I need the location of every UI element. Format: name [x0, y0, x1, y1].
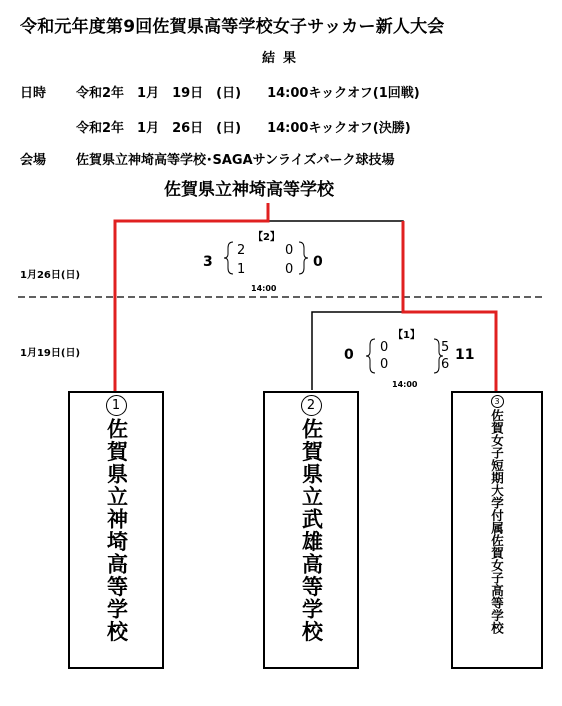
- team-number-2: 2: [301, 395, 322, 416]
- schedule-label: 日時: [20, 86, 47, 101]
- first-round-date: 1月19日(日): [20, 348, 81, 359]
- team-box-3: [451, 391, 543, 669]
- first-match-number: 【1】: [393, 330, 420, 341]
- first-right-half-2: 6: [441, 357, 450, 372]
- final-left-half-2: 1: [237, 262, 246, 277]
- final-right-half-2: 0: [285, 262, 294, 277]
- final-right-brace: [299, 242, 308, 274]
- schedule-line-1: 令和2年 1月 19日 (日) 14:00キックオフ(1回戦): [76, 86, 420, 101]
- venue-text: 佐賀県立神埼高等学校･SAGAサンライズパーク球技場: [76, 153, 395, 168]
- team-box-1: [68, 391, 164, 669]
- first-right-total: 11: [455, 347, 475, 363]
- first-right-half-1: 5: [441, 340, 450, 355]
- venue-label: 会場: [20, 153, 47, 168]
- final-left-brace: [224, 242, 233, 274]
- final-kickoff-time: 14:00: [251, 284, 277, 293]
- final-right-total: 0: [313, 254, 323, 270]
- first-bracket-left: [312, 312, 403, 390]
- champion-name: 佐賀県立神埼高等学校: [164, 180, 334, 200]
- first-kickoff-time: 14:00: [392, 380, 418, 389]
- final-match-number: 【2】: [253, 232, 280, 243]
- page-subtitle: 結果: [262, 51, 305, 66]
- team-name-1: 佐賀県立神埼高等学校: [104, 418, 129, 643]
- winner-path-final: [115, 203, 268, 393]
- final-left-total: 3: [203, 254, 213, 270]
- team-name-2: 佐賀県立武雄高等学校: [299, 418, 324, 643]
- first-left-total: 0: [344, 347, 354, 363]
- team-box-2: [263, 391, 359, 669]
- final-left-half-1: 2: [237, 243, 246, 258]
- final-right-half-1: 0: [285, 243, 294, 258]
- schedule-line-2: 令和2年 1月 26日 (日) 14:00キックオフ(決勝): [76, 121, 411, 136]
- team-number-1: 1: [106, 395, 127, 416]
- page-title: 令和元年度第9回佐賀県高等学校女子サッカー新人大会: [20, 17, 445, 37]
- first-left-half-2: 0: [380, 357, 389, 372]
- team-name-3: 佐賀女子短期大学付属佐賀女子高等学校: [489, 409, 505, 634]
- first-left-brace: [366, 339, 375, 373]
- first-left-half-1: 0: [380, 340, 389, 355]
- winner-path-first: [403, 221, 496, 393]
- final-date: 1月26日(日): [20, 270, 81, 281]
- team-number-3: 3: [491, 395, 504, 408]
